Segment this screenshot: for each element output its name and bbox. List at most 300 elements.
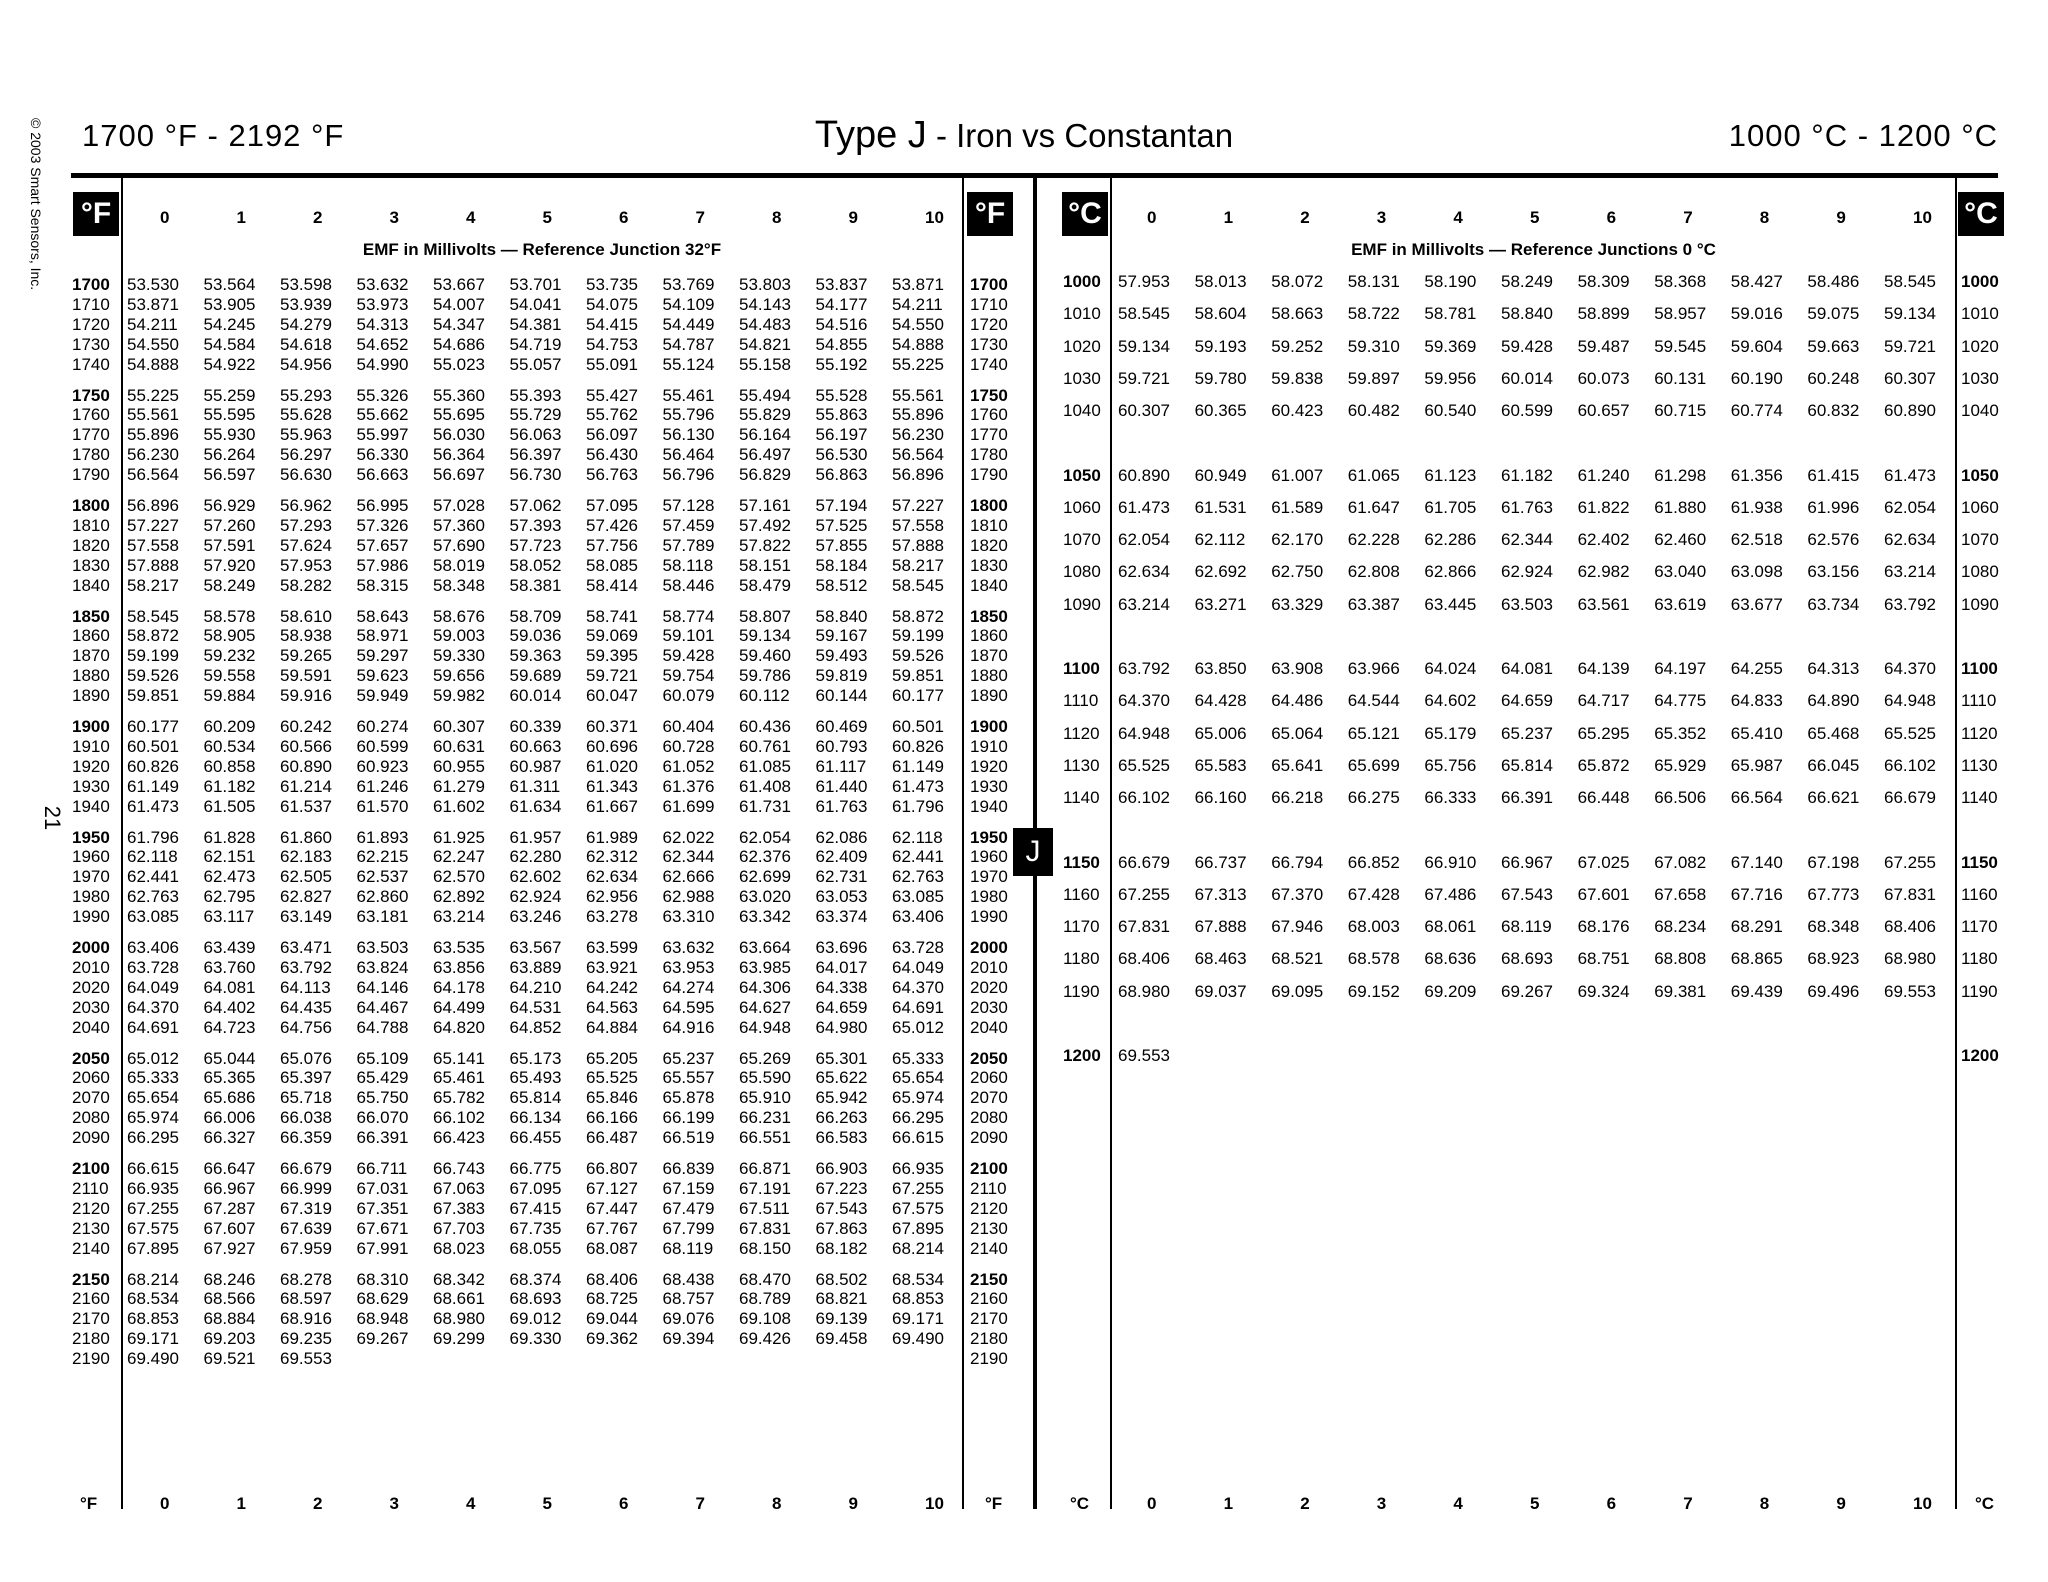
- f-emf-cell: 60.890: [280, 756, 332, 776]
- f-emf-cell: 66.551: [739, 1128, 791, 1148]
- f-emf-cell: 55.595: [203, 405, 256, 425]
- f-emf-cell: 57.227: [127, 515, 179, 535]
- f-emf-cell: 68.438: [662, 1269, 715, 1289]
- f-emf-cell: 57.591: [203, 535, 256, 555]
- f-row-temp-left: 2100: [72, 1159, 110, 1178]
- f-emf-cell: 65.942: [815, 1088, 868, 1108]
- f-emf-cell: 66.102: [433, 1108, 485, 1128]
- c-emf-cell: 59.956: [1424, 368, 1477, 388]
- f-emf-cell: 61.570: [356, 796, 409, 816]
- f-emf-cell: 66.038: [280, 1108, 332, 1128]
- c-emf-cell: 60.482: [1347, 401, 1400, 421]
- f-emf-cell: 55.225: [127, 385, 179, 405]
- c-emf-cell: 61.531: [1194, 497, 1247, 517]
- f-row-temp-right: 1800: [970, 496, 1008, 515]
- f-emf-cell: 60.599: [356, 736, 409, 756]
- f-emf-cell: 53.905: [203, 294, 256, 314]
- f-emf-cell: 63.149: [280, 907, 332, 927]
- f-emf-cell: 62.247: [433, 847, 485, 867]
- f-emf-cell: 62.118: [892, 827, 943, 847]
- c-row-temp-left: 1040: [1063, 401, 1101, 421]
- f-emf-cell: 54.821: [739, 334, 791, 354]
- c-row-temp-left: 1020: [1063, 336, 1101, 356]
- f-emf-cell: 56.164: [739, 425, 791, 445]
- f-emf-cell: 62.988: [662, 887, 715, 907]
- f-row-temp-right: 2150: [970, 1269, 1008, 1289]
- c-emf-cell: 62.460: [1654, 530, 1707, 550]
- f-row-temp-left: 1770: [72, 425, 110, 445]
- f-emf-cell: 65.269: [739, 1048, 791, 1068]
- f-emf-cell: 64.435: [280, 997, 332, 1017]
- f-emf-cell: 61.957: [509, 827, 562, 847]
- f-emf-cell: 63.117: [203, 907, 255, 927]
- f-emf-cell: 60.501: [127, 736, 179, 756]
- f-emf-cell: 57.888: [127, 555, 179, 575]
- f-emf-cell: 68.597: [280, 1289, 332, 1309]
- f-emf-cell: 55.158: [739, 354, 791, 374]
- f-emf-cell: 63.214: [433, 907, 485, 927]
- c-emf-cell: 68.980: [1118, 981, 1170, 1001]
- c-emf-cell: 62.866: [1424, 562, 1477, 582]
- f-column-header: 8: [772, 208, 782, 227]
- f-emf-cell: 69.553: [280, 1349, 332, 1369]
- f-emf-cell: 66.807: [586, 1159, 638, 1178]
- f-emf-cell: 62.892: [433, 887, 485, 907]
- c-emf-cell: 64.833: [1730, 691, 1783, 711]
- f-emf-cell: 54.075: [586, 294, 638, 314]
- f-emf-cell: 67.735: [509, 1218, 562, 1238]
- c-emf-cell: 69.209: [1424, 981, 1477, 1001]
- f-emf-cell: 56.763: [586, 465, 638, 485]
- c-emf-cell: 57.953: [1118, 272, 1170, 291]
- f-emf-cell: 67.511: [739, 1198, 790, 1218]
- f-column-header: 2: [313, 208, 323, 227]
- c-emf-cell: 58.013: [1194, 272, 1247, 291]
- f-row-temp-right: 1890: [970, 686, 1008, 706]
- f-emf-cell: 53.803: [739, 275, 791, 294]
- f-emf-cell: 56.063: [509, 425, 562, 445]
- f-emf-cell: 60.987: [509, 756, 562, 776]
- f-emf-cell: 65.782: [433, 1088, 485, 1108]
- f-emf-cell: 60.014: [509, 686, 562, 706]
- f-footer-column: 10: [925, 1494, 944, 1513]
- f-emf-cell: 67.415: [509, 1198, 562, 1218]
- c-emf-cell: 66.160: [1194, 788, 1247, 808]
- f-emf-cell: 66.199: [662, 1108, 715, 1128]
- f-emf-cell: 61.473: [127, 796, 179, 816]
- c-emf-cell: 63.040: [1654, 562, 1707, 582]
- f-emf-cell: 67.767: [586, 1218, 638, 1238]
- c-row-temp-right: 1040: [1961, 401, 1999, 421]
- f-emf-cell: 58.118: [662, 555, 714, 575]
- f-emf-cell: 59.428: [662, 646, 715, 666]
- c-label-divider-right: [1955, 178, 1957, 1509]
- c-emf-cell: 69.095: [1271, 981, 1324, 1001]
- c-emf-cell: 68.234: [1654, 917, 1707, 937]
- f-emf-cell: 60.534: [203, 736, 256, 756]
- f-emf-cell: 65.525: [586, 1068, 638, 1088]
- c-emf-cell: 61.182: [1501, 465, 1553, 485]
- f-emf-cell: 53.769: [662, 275, 715, 294]
- f-emf-cell: 68.629: [356, 1289, 409, 1309]
- f-row-temp-left: 2130: [72, 1218, 110, 1238]
- f-emf-cell: 67.479: [662, 1198, 715, 1218]
- f-emf-cell: 67.031: [356, 1178, 409, 1198]
- f-emf-cell: 63.696: [815, 938, 868, 957]
- f-emf-cell: 69.490: [892, 1329, 944, 1349]
- c-emf-cell: 64.948: [1118, 723, 1170, 743]
- f-emf-cell: 57.326: [356, 515, 409, 535]
- f-emf-cell: 55.427: [586, 385, 638, 405]
- f-row-temp-left: 1900: [72, 717, 110, 736]
- c-emf-cell: 59.193: [1194, 336, 1247, 356]
- f-emf-cell: 55.662: [356, 405, 409, 425]
- c-emf-cell: 58.309: [1577, 272, 1630, 291]
- f-row-temp-left: 2150: [72, 1269, 110, 1289]
- c-emf-cell: 67.255: [1884, 852, 1936, 872]
- f-footer-column: 8: [772, 1494, 782, 1513]
- f-emf-cell: 69.458: [815, 1329, 868, 1349]
- f-row-temp-left: 1820: [72, 535, 110, 555]
- f-emf-cell: 64.595: [662, 997, 715, 1017]
- f-emf-cell: 60.955: [433, 756, 485, 776]
- c-emf-cell: 64.486: [1271, 691, 1324, 711]
- f-emf-cell: 54.516: [815, 314, 868, 334]
- c-emf-cell: 58.190: [1424, 272, 1477, 291]
- f-emf-cell: 55.796: [662, 405, 715, 425]
- f-emf-cell: 63.085: [892, 887, 944, 907]
- f-emf-cell: 56.995: [356, 496, 409, 515]
- f-emf-cell: 66.615: [127, 1159, 179, 1178]
- f-emf-cell: 67.991: [356, 1238, 409, 1258]
- f-emf-cell: 59.036: [509, 626, 562, 646]
- f-emf-cell: 64.531: [509, 997, 562, 1017]
- c-emf-cell: 68.578: [1347, 949, 1400, 969]
- f-row-temp-left: 1870: [72, 646, 110, 666]
- f-emf-cell: 60.858: [203, 756, 256, 776]
- c-row-temp-right: 1000: [1961, 272, 1999, 291]
- f-emf-cell: 64.242: [586, 977, 638, 997]
- c-emf-cell: 58.486: [1807, 272, 1860, 291]
- f-row-temp-right: 2140: [970, 1238, 1008, 1258]
- f-emf-cell: 61.505: [203, 796, 256, 816]
- f-emf-cell: 58.807: [739, 606, 791, 626]
- f-emf-cell: 61.182: [203, 776, 256, 796]
- c-emf-cell: 60.307: [1884, 368, 1936, 388]
- f-emf-cell: 61.925: [433, 827, 485, 847]
- f-emf-cell: 56.497: [739, 445, 791, 465]
- f-emf-cell: 64.627: [739, 997, 791, 1017]
- c-emf-cell: 63.966: [1347, 659, 1400, 678]
- f-row-temp-left: 1710: [72, 294, 110, 314]
- c-emf-cell: 61.938: [1730, 497, 1783, 517]
- c-emf-cell: 67.543: [1501, 884, 1553, 904]
- f-emf-cell: 55.863: [815, 405, 868, 425]
- c-row-temp-left: 1110: [1063, 691, 1099, 711]
- f-emf-cell: 64.563: [586, 997, 638, 1017]
- f-column-header: 4: [466, 208, 476, 227]
- c-emf-cell: 61.763: [1501, 497, 1553, 517]
- c-emf-cell: 62.982: [1577, 562, 1630, 582]
- f-emf-cell: 59.199: [127, 646, 179, 666]
- f-row-temp-right: 1830: [970, 555, 1008, 575]
- f-row-temp-right: 2130: [970, 1218, 1008, 1238]
- c-emf-cell: 69.439: [1730, 981, 1783, 1001]
- f-emf-cell: 61.020: [586, 756, 638, 776]
- f-emf-cell: 64.370: [892, 977, 944, 997]
- f-emf-cell: 57.920: [203, 555, 256, 575]
- f-emf-cell: 65.173: [509, 1048, 562, 1068]
- f-emf-cell: 55.896: [892, 405, 944, 425]
- c-emf-cell: 67.831: [1118, 917, 1170, 937]
- f-emf-cell: 61.214: [280, 776, 332, 796]
- c-emf-cell: 65.410: [1730, 723, 1783, 743]
- f-emf-cell: 61.828: [203, 827, 256, 847]
- f-emf-cell: 66.903: [815, 1159, 868, 1178]
- c-emf-cell: 60.657: [1577, 401, 1630, 421]
- f-emf-cell: 69.394: [662, 1329, 715, 1349]
- f-row-temp-left: 1880: [72, 666, 110, 686]
- c-emf-cell: 69.553: [1884, 981, 1936, 1001]
- f-emf-cell: 66.455: [509, 1128, 562, 1148]
- title-materials: - Iron vs Constantan: [926, 117, 1234, 154]
- c-emf-cell: 61.647: [1347, 497, 1400, 517]
- f-emf-cell: 56.197: [815, 425, 868, 445]
- f-emf-cell: 66.006: [203, 1108, 256, 1128]
- c-emf-cell: 62.054: [1118, 530, 1170, 550]
- c-emf-cell: 68.636: [1424, 949, 1477, 969]
- f-emf-cell: 53.598: [280, 275, 332, 294]
- f-emf-cell: 63.053: [815, 887, 868, 907]
- f-emf-cell: 59.069: [586, 626, 638, 646]
- f-emf-cell: 63.664: [739, 938, 791, 957]
- c-emf-cell: 67.140: [1730, 852, 1783, 872]
- f-row-temp-left: 1990: [72, 907, 110, 927]
- f-row-temp-right: 1820: [970, 535, 1008, 555]
- f-emf-cell: 66.775: [509, 1159, 562, 1178]
- f-emf-cell: 63.342: [739, 907, 791, 927]
- c-emf-cell: 65.237: [1501, 723, 1553, 743]
- f-emf-cell: 68.916: [280, 1309, 332, 1329]
- c-emf-cell: 66.333: [1424, 788, 1477, 808]
- f-emf-cell: 67.895: [892, 1218, 944, 1238]
- c-row-temp-left: 1080: [1063, 562, 1101, 582]
- c-emf-cell: 66.852: [1347, 852, 1400, 872]
- f-emf-cell: 58.052: [509, 555, 562, 575]
- c-emf-cell: 62.750: [1271, 562, 1324, 582]
- c-row-temp-left: 1000: [1063, 272, 1101, 291]
- c-emf-cell: 58.545: [1884, 272, 1936, 291]
- f-emf-cell: 56.264: [203, 445, 256, 465]
- f-row-temp-right: 1810: [970, 515, 1008, 535]
- f-emf-cell: 63.728: [127, 957, 179, 977]
- celsius-unit-badge-right: °C: [1958, 192, 2004, 236]
- f-emf-cell: 57.459: [662, 515, 715, 535]
- c-emf-cell: 63.561: [1577, 594, 1630, 614]
- c-emf-cell: 60.599: [1501, 401, 1553, 421]
- f-emf-cell: 55.393: [509, 385, 562, 405]
- c-emf-cell: 59.016: [1730, 304, 1783, 324]
- f-emf-cell: 64.659: [815, 997, 868, 1017]
- f-emf-cell: 68.821: [815, 1289, 868, 1309]
- f-emf-cell: 63.599: [586, 938, 638, 957]
- f-emf-cell: 54.245: [203, 314, 256, 334]
- f-row-temp-right: 1860: [970, 626, 1008, 646]
- f-emf-cell: 65.814: [509, 1088, 562, 1108]
- f-emf-cell: 63.246: [509, 907, 562, 927]
- f-row-temp-left: 2080: [72, 1108, 110, 1128]
- f-footer-column: 9: [848, 1494, 858, 1513]
- f-emf-cell: 58.414: [586, 575, 638, 595]
- c-row-temp-right: 1090: [1961, 594, 1999, 614]
- title-type: Type J: [814, 114, 927, 156]
- f-emf-cell: 55.528: [815, 385, 868, 405]
- c-emf-cell: 69.152: [1347, 981, 1400, 1001]
- c-emf-cell: 65.987: [1730, 755, 1783, 775]
- f-row-temp-right: 2010: [970, 957, 1008, 977]
- f-emf-cell: 65.974: [127, 1108, 179, 1128]
- f-row-temp-left: 1860: [72, 626, 110, 646]
- f-emf-cell: 56.829: [739, 465, 791, 485]
- c-emf-cell: 64.890: [1807, 691, 1860, 711]
- f-emf-cell: 63.889: [509, 957, 562, 977]
- c-emf-cell: 65.179: [1424, 723, 1477, 743]
- c-emf-cell: 59.134: [1884, 304, 1936, 324]
- c-emf-cell: 69.553: [1118, 1046, 1170, 1065]
- c-emf-cell: 62.634: [1884, 530, 1936, 550]
- c-emf-cell: 60.774: [1730, 401, 1783, 421]
- c-emf-cell: 65.525: [1118, 755, 1170, 775]
- fahrenheit-range-heading: 1700 °F - 2192 °F: [82, 118, 345, 153]
- f-emf-cell: 55.997: [356, 425, 409, 445]
- f-emf-cell: 60.793: [815, 736, 868, 756]
- f-emf-cell: 65.654: [892, 1068, 944, 1088]
- f-emf-cell: 62.827: [280, 887, 332, 907]
- f-emf-cell: 61.117: [815, 756, 867, 776]
- f-row-temp-left: 1960: [72, 847, 110, 867]
- c-row-temp-right: 1120: [1961, 723, 1998, 743]
- f-emf-cell: 66.231: [739, 1108, 791, 1128]
- c-emf-cell: 66.679: [1884, 788, 1936, 808]
- f-emf-cell: 68.087: [586, 1238, 638, 1258]
- f-column-header: 10: [925, 208, 944, 227]
- c-emf-cell: 63.503: [1501, 594, 1553, 614]
- f-emf-cell: 59.949: [356, 686, 409, 706]
- f-emf-cell: 64.049: [892, 957, 944, 977]
- c-emf-cell: 62.518: [1730, 530, 1783, 550]
- c-column-header: 5: [1530, 208, 1540, 227]
- f-footer-column: 0: [160, 1494, 170, 1513]
- f-emf-cell: 60.339: [509, 717, 562, 736]
- c-footer-column: 5: [1530, 1494, 1540, 1513]
- f-emf-cell: 54.990: [356, 354, 409, 374]
- f-emf-cell: 54.177: [815, 294, 868, 314]
- f-emf-cell: 64.081: [203, 977, 256, 997]
- f-emf-cell: 55.896: [127, 425, 179, 445]
- c-emf-cell: 65.006: [1194, 723, 1247, 743]
- c-row-temp-right: 1100: [1961, 659, 1998, 678]
- f-emf-cell: 64.852: [509, 1017, 562, 1037]
- f-row-temp-right: 2160: [970, 1289, 1008, 1309]
- c-emf-cell: 60.890: [1118, 465, 1170, 485]
- f-emf-cell: 67.575: [127, 1218, 179, 1238]
- f-emf-cell: 57.986: [356, 555, 409, 575]
- f-emf-cell: 63.085: [127, 907, 179, 927]
- f-emf-cell: 53.973: [356, 294, 409, 314]
- f-row-temp-right: 1720: [970, 314, 1008, 334]
- f-label-divider-left: [121, 178, 123, 1509]
- f-emf-cell: 60.469: [815, 717, 868, 736]
- f-emf-cell: 65.141: [433, 1048, 485, 1068]
- f-emf-cell: 57.756: [586, 535, 638, 555]
- f-emf-cell: 59.982: [433, 686, 485, 706]
- c-emf-cell: 62.112: [1194, 530, 1246, 550]
- c-emf-cell: 68.176: [1577, 917, 1630, 937]
- f-emf-cell: 58.249: [203, 575, 256, 595]
- f-emf-cell: 60.371: [586, 717, 638, 736]
- f-emf-cell: 58.019: [433, 555, 485, 575]
- f-emf-cell: 56.364: [433, 445, 485, 465]
- f-row-temp-right: 1980: [970, 887, 1008, 907]
- f-emf-cell: 59.754: [662, 666, 715, 686]
- f-emf-cell: 60.923: [356, 756, 409, 776]
- f-row-temp-right: 2080: [970, 1108, 1008, 1128]
- f-emf-cell: 59.134: [739, 626, 791, 646]
- c-emf-cell: 63.619: [1654, 594, 1707, 614]
- f-emf-cell: 56.297: [280, 445, 332, 465]
- c-emf-cell: 63.098: [1730, 562, 1783, 582]
- f-emf-cell: 64.820: [433, 1017, 485, 1037]
- c-emf-cell: 66.564: [1730, 788, 1783, 808]
- c-emf-cell: 61.356: [1730, 465, 1783, 485]
- f-emf-cell: 54.007: [433, 294, 485, 314]
- f-emf-cell: 60.307: [433, 717, 485, 736]
- f-emf-cell: 65.109: [356, 1048, 409, 1068]
- f-emf-cell: 54.888: [892, 334, 944, 354]
- c-emf-cell: 66.275: [1347, 788, 1400, 808]
- f-emf-cell: 65.557: [662, 1068, 715, 1088]
- f-row-temp-right: 1780: [970, 445, 1008, 465]
- f-emf-cell: 59.199: [892, 626, 944, 646]
- c-emf-cell: 58.368: [1654, 272, 1707, 291]
- c-row-temp-right: 1010: [1961, 304, 1999, 324]
- c-row-temp-right: 1130: [1961, 755, 1998, 775]
- c-emf-cell: 60.715: [1654, 401, 1707, 421]
- f-emf-cell: 62.763: [892, 867, 944, 887]
- f-row-temp-right: 1880: [970, 666, 1008, 686]
- c-row-temp-left: 1100: [1063, 659, 1100, 678]
- f-emf-cell: 57.095: [586, 496, 638, 515]
- f-emf-cell: 57.062: [509, 496, 562, 515]
- c-row-temp-right: 1080: [1961, 562, 1999, 582]
- f-emf-cell: 67.287: [203, 1198, 256, 1218]
- f-emf-cell: 59.003: [433, 626, 485, 646]
- f-row-temp-left: 1700: [72, 275, 110, 294]
- f-emf-cell: 65.044: [203, 1048, 256, 1068]
- f-emf-cell: 64.210: [509, 977, 562, 997]
- f-emf-cell: 68.342: [433, 1269, 485, 1289]
- f-emf-cell: 56.730: [509, 465, 562, 485]
- c-emf-cell: 63.387: [1347, 594, 1400, 614]
- c-emf-cell: 68.291: [1730, 917, 1783, 937]
- f-emf-cell: 65.622: [815, 1068, 868, 1088]
- f-emf-cell: 69.076: [662, 1309, 715, 1329]
- f-emf-cell: 62.956: [586, 887, 638, 907]
- f-emf-cell: 54.618: [280, 334, 332, 354]
- c-column-header: 10: [1913, 208, 1932, 227]
- f-emf-cell: 61.052: [662, 756, 715, 776]
- f-emf-cell: 55.729: [509, 405, 562, 425]
